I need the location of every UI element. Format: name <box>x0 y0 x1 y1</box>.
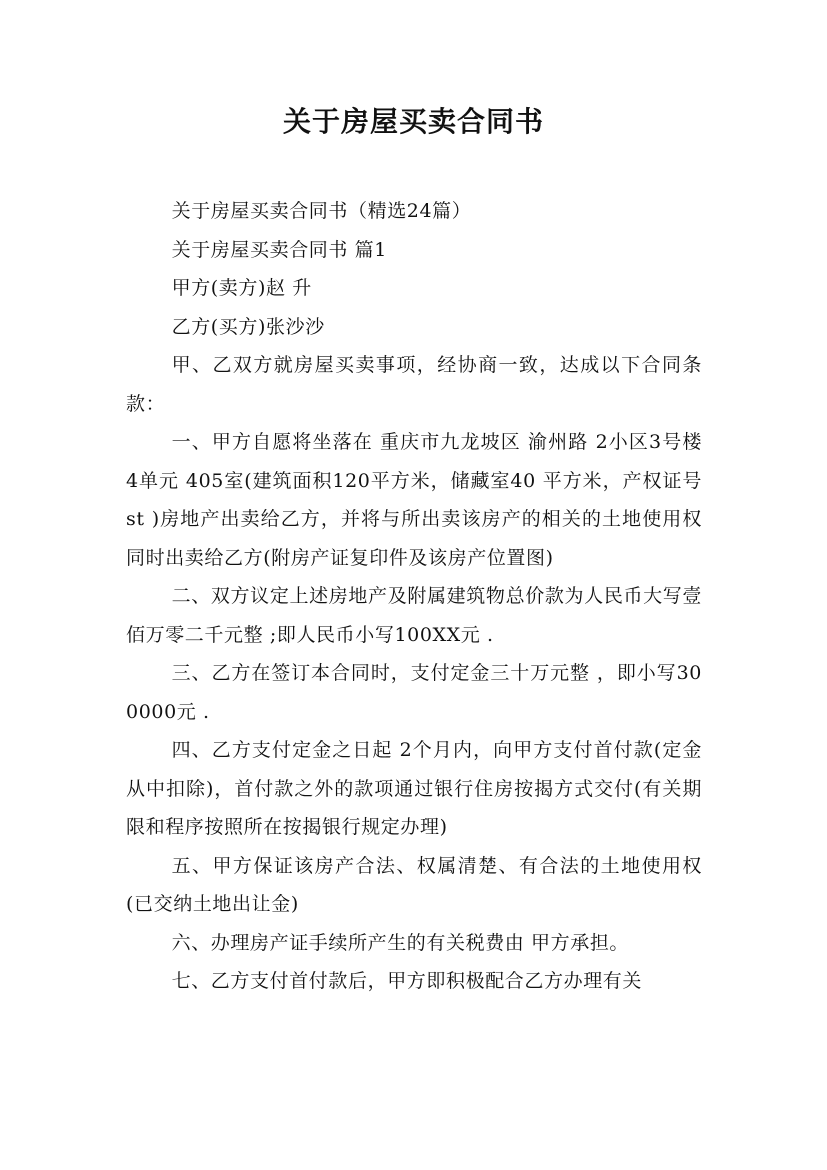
document-title: 关于房屋买卖合同书 <box>282 105 544 138</box>
document-body <box>126 192 702 1001</box>
paragraph-party-b: 乙方(买方)张沙沙 <box>171 315 325 338</box>
paragraph-party-a: 甲方(卖方)赵 升 <box>171 277 312 299</box>
clause-4: 四、乙方支付定金之日起 2个月内，向甲方支付首付款(定金从中扣除)，首付款之外的款项通过银行住房按揭方式交付(有关期限和程序按照所在按揭银行规定办理) <box>126 739 702 838</box>
paragraph-preamble: 甲、乙双方就房屋买卖事项，经协商一致，达成以下合同条款： <box>126 354 702 415</box>
clause-3: 三、乙方在签订本合同时，支付定金三十万元整 ，即小写300000元 . <box>126 662 702 723</box>
clause-6: 六、办理房产证手续所产生的有关税费由 甲方承担。 <box>171 931 630 954</box>
paragraph-section-heading: 关于房屋买卖合同书 篇1 <box>171 238 387 261</box>
clause-2: 二、双方议定上述房地产及附属建筑物总价款为人民币大写壹佰万零二千元整 ;即人民币小写100XX元 . <box>126 585 702 646</box>
paragraph-collection-heading: 关于房屋买卖合同书（精选24篇） <box>171 200 472 222</box>
clause-5: 五、甲方保证该房产合法、权属清楚、有合法的土地使用权(已交纳土地出让金) <box>126 854 702 915</box>
clause-7: 七、乙方支付首付款后，甲方即积极配合乙方办理有关 <box>171 970 642 992</box>
clause-1: 一、甲方自愿将坐落在 重庆市九龙坡区 渝州路 2小区3号楼 4单元 405室(建筑面积120平方米，储藏室40 平方米，产权证号 st )房地产出卖给乙方，并将与所出卖该房产的相关的土地使用权同时出卖给乙方(附房产证复印件及该房产位置图) <box>126 431 702 569</box>
